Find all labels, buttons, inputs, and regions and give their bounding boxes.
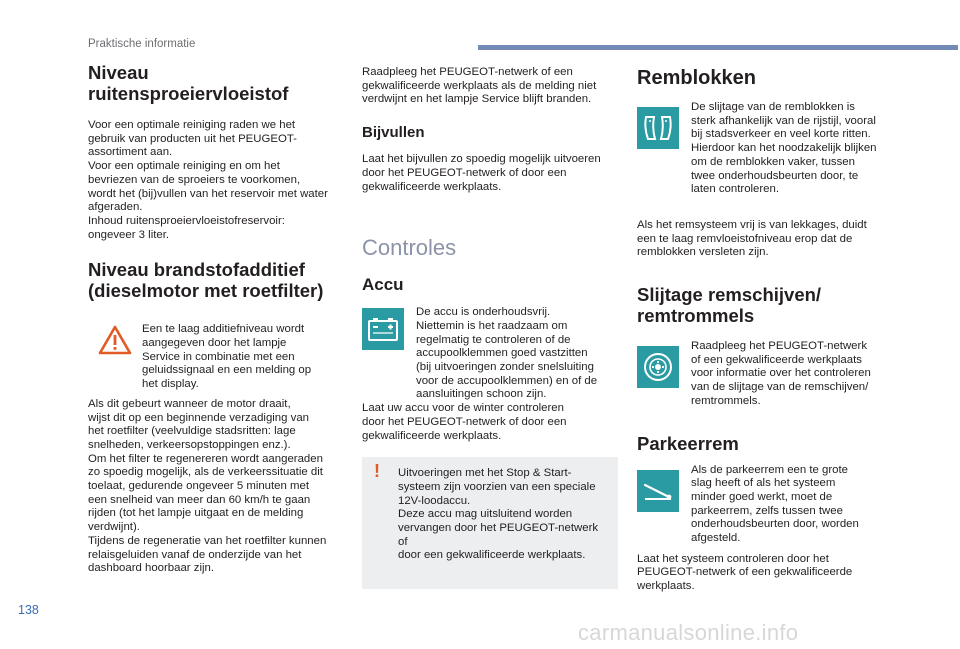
parking-brake-info [637,464,899,546]
stop-start-alert [362,457,618,589]
battery-body: Laat uw accu voor de winter controleren door het PEUGEOT-netwerk of door een gekwalificeerde werkplaats. [362,402,567,442]
battery-icon [362,308,404,350]
brake-discs-title: Slijtage remschijven/ remtrommels [637,284,822,327]
warning-triangle-icon [98,325,132,360]
brake-discs-info-text: Raadpleeg het PEUGEOT-netwerk of een gekwalificeerde werkplaats voor informatie over het controleren van de slijtage van de remschijven/ remtrommels. [691,340,871,407]
brake-pads-info [637,101,899,197]
parking-brake-body: Laat het systeem controleren door het PEUGEOT-netwerk of een gekwalificeerde werkplaats. [637,552,853,593]
checks-title: Controles [362,235,457,261]
stop-start-alert-text: Uitvoeringen met het Stop & Start- systeem zijn voorzien van een speciale 12V-loodaccu. Deze accu mag uitsluitend worden vervangen door het PEUGEOT-netwerk of door een gekwalificeerde werkplaats. [398,467,599,562]
parking-brake-icon [637,470,679,512]
column-middle [362,66,618,589]
service-intro: Raadpleeg het PEUGEOT-netwerk of een gekwalificeerde werkplaats als de melding niet verdwijnt en het lampje Service blijft branden. [362,66,597,106]
washer-fluid-body: Voor een optimale reiniging raden we het gebruik van producten uit het PEUGEOT- assortiment aan. Voor een optimale reiniging en om het bevriezen van de sproeiers te voorkomen, wordt het (bij)vullen van het reservoir met water afgeraden. Inhoud ruitensproeiervloeistofreservoir: ongeveer 3 liter. [88,119,328,241]
brake-pads-body: Als het remsysteem vrij is van lekkages, duidt een te laag remvloeistofniveau erop dat de remblokken versleten zijn. [637,218,867,259]
battery-title: Accu [362,275,404,295]
section-label: Praktische informatie [88,38,196,50]
fuel-additive-body: Als dit gebeurt wanneer de motor draait, wijst dit op een beginnende verzadiging van het roetfilter (veelvuldige stadsritten: lage snelheden, verkeersopstoppingen enz.). Om het filter te regenereren wordt aangeraden zo spoedig mogelijk, als de verkeerssituatie dit toelaat, gedurende ongeveer 5 minuten met een snelheid van meer dan 60 km/h te gaan rijden (tot het lampje uitgaat en de melding verdwijnt). Tijdens de regeneratie van het roetfilter kunnen relaisgeluiden vanaf de onderzijde van het dashboard hoorbaar zijn. [88,397,327,575]
fuel-additive-warning-text: Een te laag additiefniveau wordt aangegeven door het lampje Service in combinatie met een geluidssignaal en een melding op het display. [142,323,312,391]
refill-title: Bijvullen [362,124,425,142]
refill-body: Laat het bijvullen zo spoedig mogelijk uitvoeren door het PEUGEOT-netwerk of door een gekwalificeerde werkplaats. [362,153,601,193]
brake-pads-icon [637,107,679,149]
brake-pads-info-text: De slijtage van de remblokken is sterk afhankelijk van de rijstijl, vooral bij stadsverkeer en veel korte ritten. Hierdoor kan het noodzakelijk blijken om de remblokken vaker, tussen twee onderhoudsbeurten door, te laten controleren. [691,101,877,196]
header-bar [478,45,958,50]
watermark: carmanualsonline.info [578,620,799,645]
battery-info [362,306,618,402]
column-right [637,66,899,594]
brake-pads-title: Remblokken [637,67,756,89]
column-left [88,62,344,576]
parking-brake-title: Parkeerrem [637,432,739,454]
page-number: 138 [18,603,39,617]
brake-disc-icon [637,346,679,388]
fuel-additive-warning [88,323,344,392]
battery-info-text: De accu is onderhoudsvrij. Niettemin is het raadzaam om regelmatig te controleren of de accupoolklemmen goed vastzitten (bij uitvoeringen zonder snelsluiting voor de accupoolklemmen) en of de aansluitingen schoon zijn. [416,306,598,401]
exclamation-icon: ! [374,461,380,482]
brake-discs-info [637,340,899,409]
fuel-additive-title: Niveau brandstofadditief (dieselmotor met roetfilter) [88,259,324,302]
parking-brake-info-text: Als de parkeerrem een te grote slag heeft of als het systeem minder goed werkt, moet de parkeerrem, zelfs tussen twee onderhoudsbeurten door, worden afgesteld. [691,463,859,545]
washer-fluid-title: Niveau ruitensproeiervloeistof [88,62,289,104]
